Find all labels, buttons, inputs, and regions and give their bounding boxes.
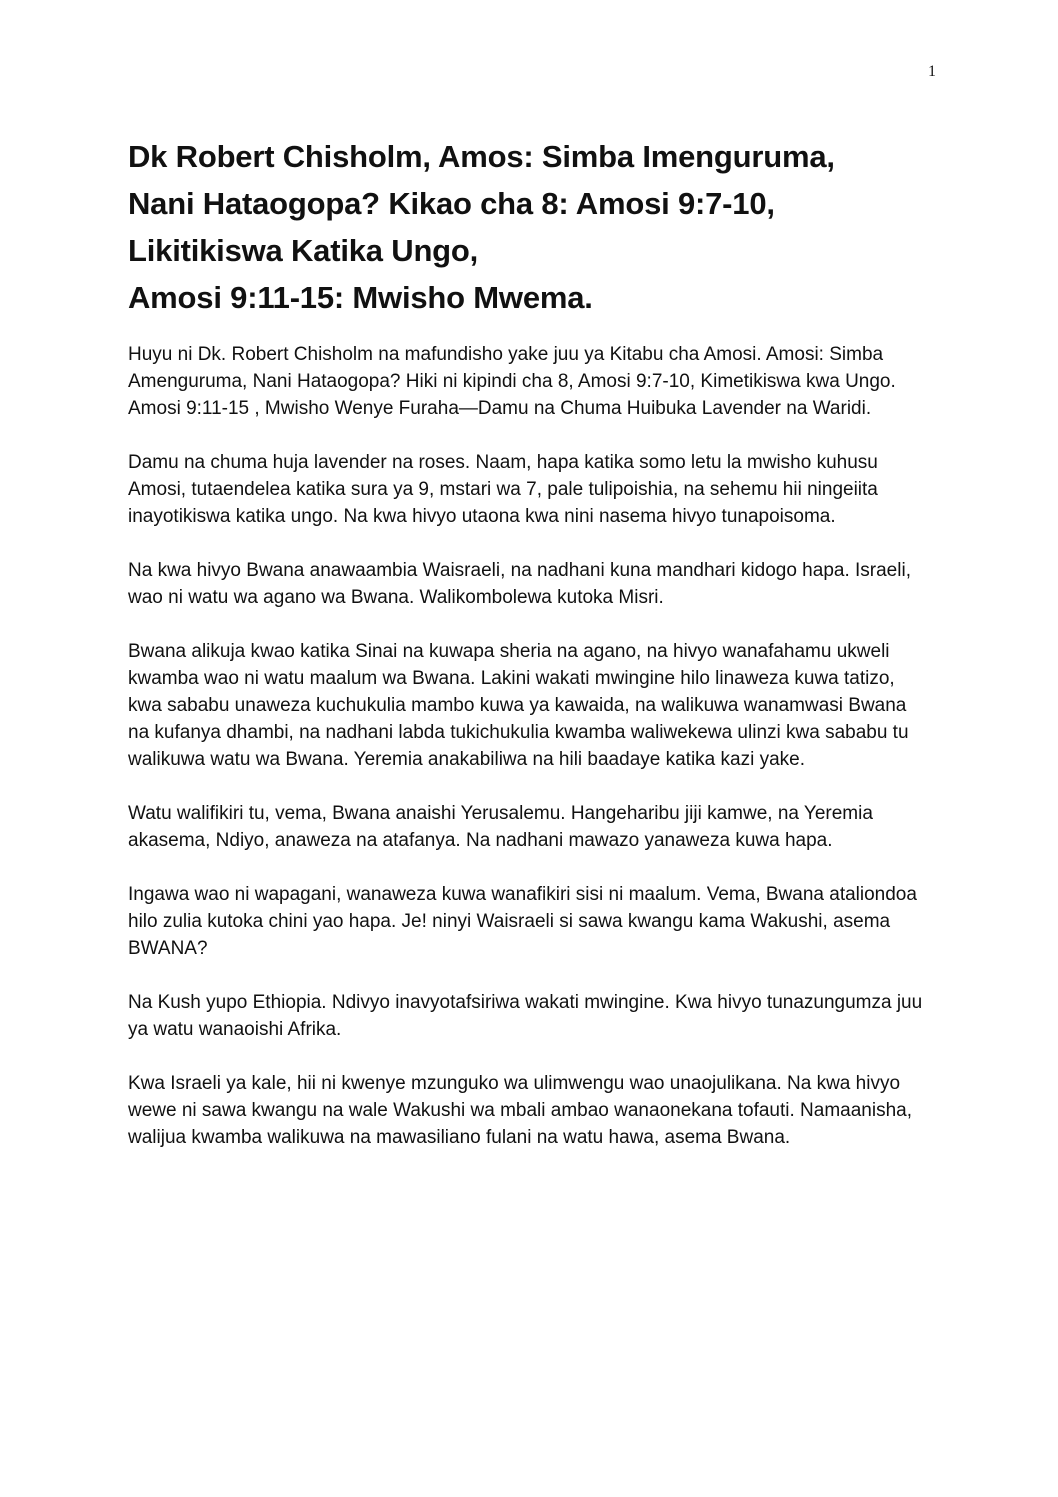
paragraph: Bwana alikuja kwao katika Sinai na kuwapa sheria na agano, na hivyo wanafahamu ukweli kwamba wao ni watu maalum wa Bwana. Lakini wakati mwingine hilo linaweza kuwa tatizo, kwa sababu unaweza kuchukulia mambo kuwa ya kawaida, na walikuwa wanamwasi Bwana na kufanya dhambi, na nadhani labda tukichukulia kwamba waliwekewa ulinzi kwa sababu tu walikuwa watu wa Bwana. Yeremia anakabiliwa na hili baadaye katika kazi yake. (128, 641, 909, 770)
document-body (128, 341, 928, 1178)
page-number: 1 (928, 63, 936, 80)
paragraph: Watu walifikiri tu, vema, Bwana anaishi Yerusalemu. Hangeharibu jiji kamwe, na Yeremia akasema, Ndiyo, anaweza na atafanya. Na nadhani mawazo yanaweza kuwa hapa. (128, 803, 873, 851)
paragraph: Ingawa wao ni wapagani, wanaweza kuwa wanafikiri sisi ni maalum. Vema, Bwana ataliondoa hilo zulia kutoka chini yao hapa. Je! ninyi Waisraeli si sawa kwangu kama Wakushi, asema BWANA? (128, 884, 917, 959)
paragraph: Damu na chuma huja lavender na roses. Naam, hapa katika somo letu la mwisho kuhusu Amosi, tutaendelea katika sura ya 9, mstari wa 7, pale tulipoishia, na sehemu hii ningeiita inayotikiswa katika ungo. Na kwa hivyo utaona kwa nini nasema hivyo tunapoisoma. (128, 452, 878, 527)
paragraph: Na Kush yupo Ethiopia. Ndivyo inavyotafsiriwa wakati mwingine. Kwa hivyo tunazungumza juu ya watu wanaoishi Afrika. (128, 992, 923, 1040)
paragraph: Kwa Israeli ya kale, hii ni kwenye mzunguko wa ulimwengu wao unaojulikana. Na kwa hivyo wewe ni sawa kwangu na wale Wakushi wa mbali ambao wanaonekana tofauti. Namaanisha, walijua kwamba walikuwa na mawasiliano fulani na watu hawa, asema Bwana. (128, 1073, 913, 1148)
paragraph: Huyu ni Dk. Robert Chisholm na mafundisho yake juu ya Kitabu cha Amosi. Amosi: Simba Amenguruma, Nani Hataogopa? Hiki ni kipindi cha 8, Amosi 9:7-10, Kimetikiswa kwa Ungo. Amosi 9:11-15 , Mwisho Wenye Furaha—Damu na Chuma Huibuka Lavender na Waridi. (128, 344, 896, 419)
title-line: Dk Robert Chisholm, Amos: Simba Imenguruma, (128, 139, 835, 174)
document-title (128, 133, 928, 321)
title-line: Amosi 9:11-15: Mwisho Mwema. (128, 280, 593, 315)
paragraph: Na kwa hivyo Bwana anawaambia Waisraeli, na nadhani kuna mandhari kidogo hapa. Israeli, wao ni watu wa agano wa Bwana. Walikombolewa kutoka Misri. (128, 560, 911, 608)
title-line: Nani Hataogopa? Kikao cha 8: Amosi 9:7-10, (128, 186, 775, 221)
title-line: Likitikiswa Katika Ungo, (128, 233, 479, 268)
